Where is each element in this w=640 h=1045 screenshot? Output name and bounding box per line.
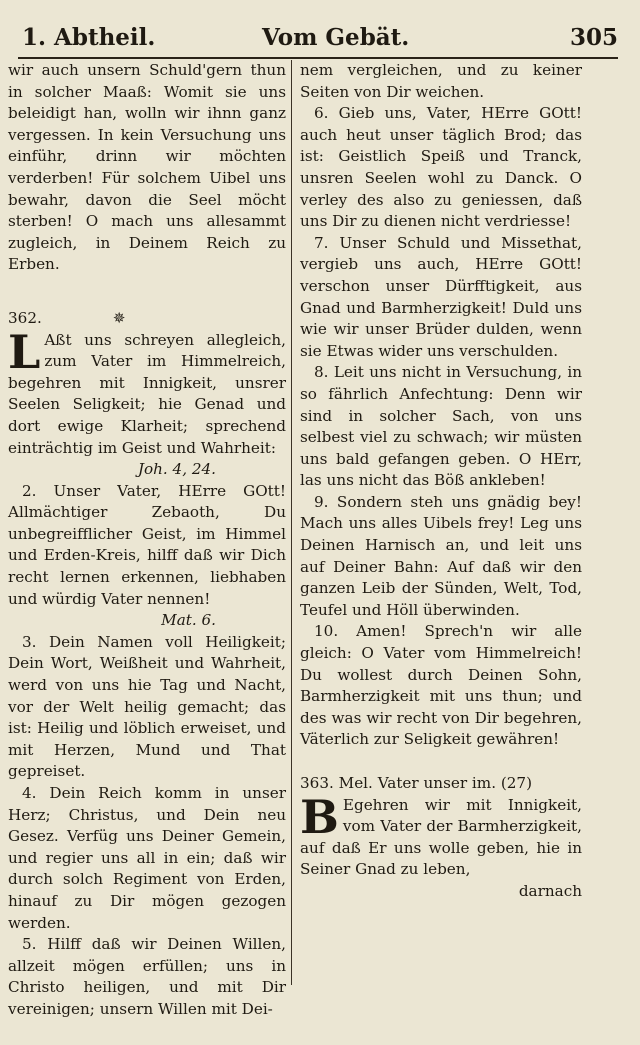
page-title: Vom Gebät. [262, 24, 410, 51]
catchword: darnach [518, 881, 582, 900]
hymn-verse: 2. Unser Vater, HErre GOtt! Allmächtiger Zebaoth, Du unbegreifflicher Geist, im Himmel und Erden-Kreis, hilff daß wir Dich recht lernen erkennen, liebhaben und würdig Vater nennen! [8, 481, 286, 608]
drop-cap: B [300, 789, 339, 844]
hymn-header: 363. Mel. Vater unser im. (27) [300, 774, 533, 792]
hymn-verse: 6. Gieb uns, Vater, HErre GOtt! auch heut unser täglich Brod; das ist: Geistlich Speiß und Tranck, unsren Seelen wohl zu Danck. O verley des also zu geniessen, daß uns Dir zu dienen nicht verdriesse! [300, 104, 582, 231]
running-header [22, 22, 618, 56]
drop-cap: L [8, 324, 41, 379]
hymn-verse: 5. Hilff daß wir Deinen Willen, allzeit mögen erfüllen; uns in Christo heiligen, und mit Dir vereinigen; unsern Willen mit Dei- [8, 935, 286, 1018]
hymn-verse: 9. Sondern steh uns gnädig bey! Mach uns alles Uibels frey! Leg uns Deinen Harnisch an, und leit uns auf Deiner Bahn: Auf daß wir den ganzen Leib der Sünden, Welt, Tod, Teufel und Höll überwinden. [300, 492, 582, 619]
verse-text: Egehren wir mit Innigkeit, vom Vater der Barmherzigkeit, auf daß Er uns wolle geben, hie in Seiner Gnad zu leben, [300, 795, 582, 879]
column-divider [291, 60, 292, 985]
hymn-header [8, 308, 286, 330]
continued-text: nem vergleichen, und zu keiner Seiten von Dir weichen. [300, 61, 582, 101]
hymn-verse: 8. Leit uns nicht in Versuchung, in so fährlich Anfechtung: Denn wir sind in solcher Sach, von uns selbest viel zu schwach; wir müsten uns bald gefangen geben. O HErr, las uns nicht das Böß ankleben! [300, 363, 582, 490]
spacer [8, 298, 286, 308]
header-rule [18, 57, 618, 59]
hymn-verse: 7. Unser Schuld und Missethat, vergieb uns auch, HErre GOtt! verschon unser Dürfftigkeit, aus Gnad und Barmherzigkeit! Duld uns wie wir unser Brüder dulden, wenn sie Etwas wider uns verschulden. [300, 233, 582, 360]
section-label: 1. Abtheil. [22, 24, 156, 51]
continued-text: wir auch unsern Schuld'gern thun in solcher Maaß: Womit sie uns beleidigt han, wolln wir ihnn ganz vergessen. In kein Versuchung uns einführ, drinn wir möchten verderben! Für solchem Uibel uns bewahr, davon die Seel möcht sterben! O mach uns allesammt zugleich, in Deinem Reich zu Erben. [8, 61, 286, 274]
verse-text: Aßt uns schreyen allegleich, zum Vater im Himmelreich, begehren mit Innigkeit, unsrer Seelen Seligkeit; hie Genad und dort ewige Klarheit; sprechend einträchtig im Geist und Wahrheit: [8, 330, 286, 457]
ornament-star: ✵ [112, 308, 126, 327]
hymn-verse [300, 789, 582, 881]
right-column [300, 60, 582, 903]
hymn-verse: 3. Dein Namen voll Heiligkeit; Dein Wort, Weißheit und Wahrheit, werd von uns hie Tag und Nacht, vor der Welt heilig gemacht; das ist: Heilig und löblich erweiset, und mit Herzen, Mund und That gepreiset. [8, 632, 286, 781]
hymn-verse [8, 324, 286, 460]
hymn-number: 362. [8, 308, 42, 327]
page-number: 305 [569, 24, 618, 51]
scripture-reference: Mat. 6. [161, 611, 216, 630]
hymn-verse: 4. Dein Reich komm in unser Herz; Christus, und Dein neu Gesez. Verfüg uns Deiner Gemein, und regier uns all in ein; daß wir durch solch Regiment von Erden, hinauf zu Dir mögen gezogen werden. [8, 784, 286, 932]
left-column [8, 60, 286, 1021]
spacer [8, 276, 286, 298]
scripture-reference: Joh. 4, 24. [137, 460, 216, 479]
spacer [300, 751, 582, 773]
hymn-verse: 10. Amen! Sprech'n wir alle gleich: O Vater vom Himmelreich! Du wollest durch Deinen Sohn, Barmherzigkeit mit uns thun; und des was wir recht von Dir begehren, Väterlich zur Seligkeit gewähren! [300, 622, 582, 749]
